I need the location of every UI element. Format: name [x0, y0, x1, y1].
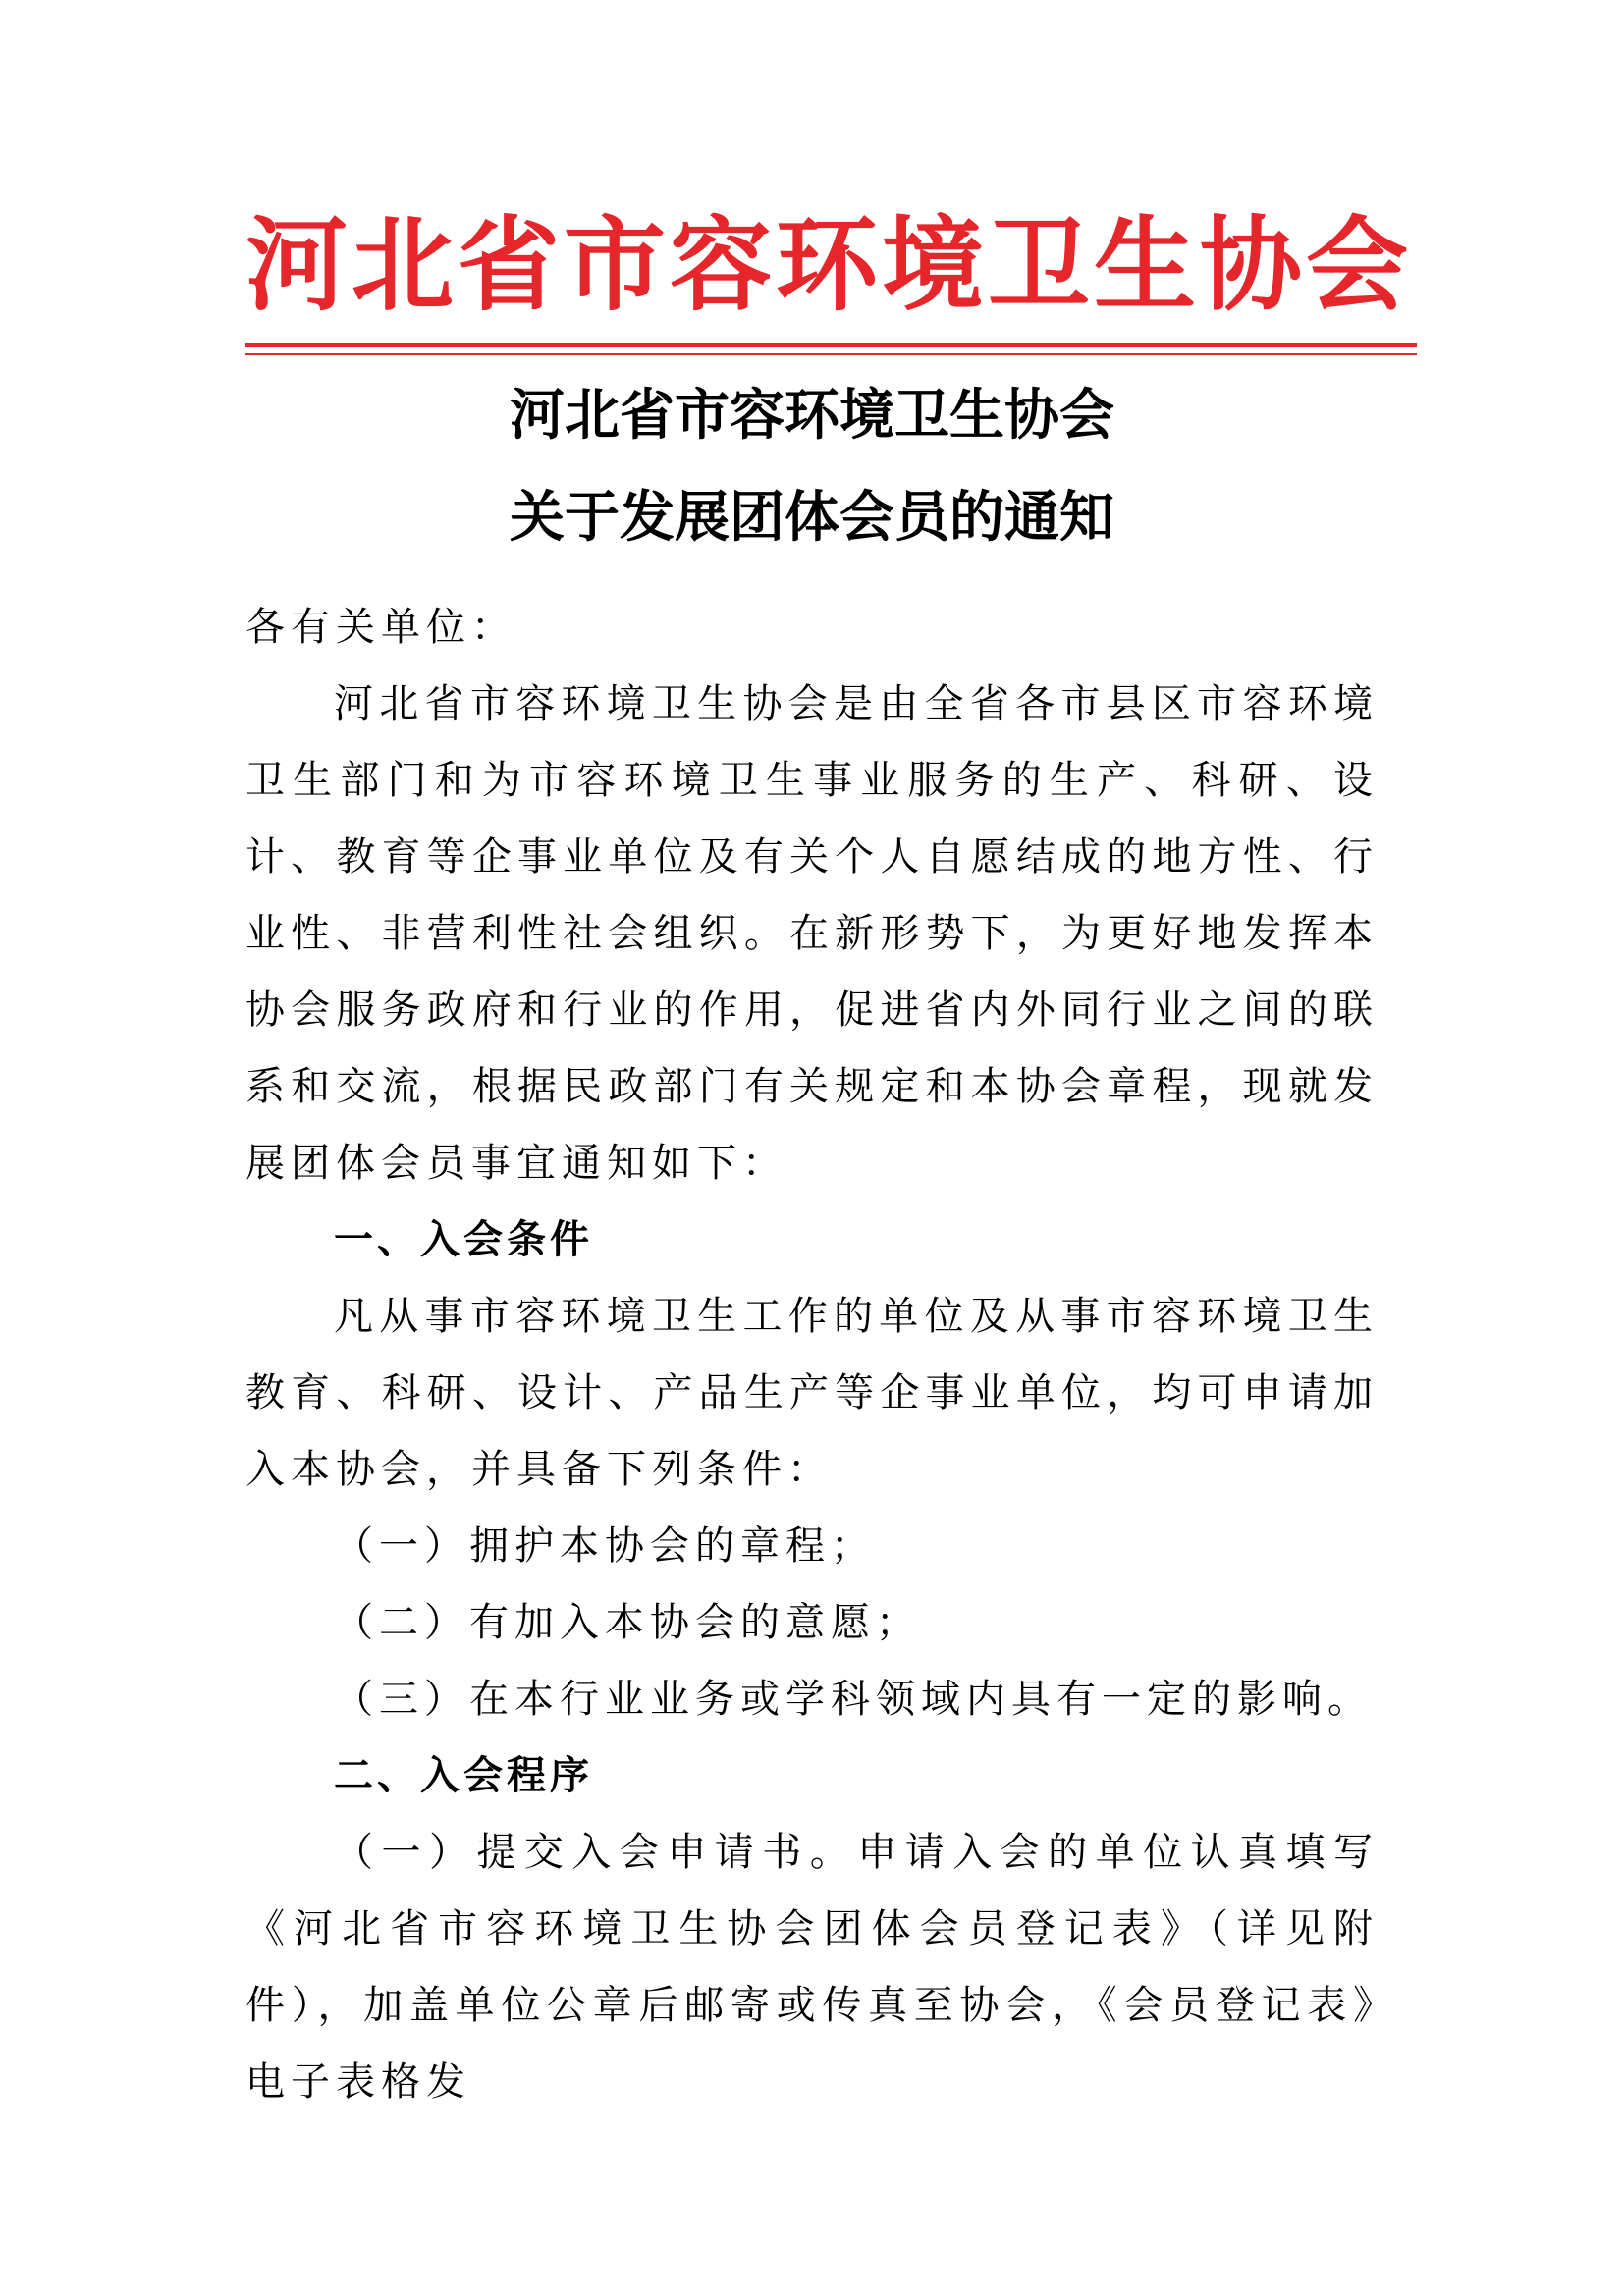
- condition-item: （三）在本行业业务或学科领域内具有一定的影响。: [334, 1677, 1373, 1722]
- document-title-line1: 河北省市容环境卫生协会: [510, 383, 1114, 448]
- masthead-org-name: 河北省市容环境卫生协会: [245, 204, 1413, 325]
- section1-heading: 一、入会条件: [334, 1216, 593, 1262]
- section1-paragraph: 凡从事市容环境卫生工作的单位及从事市容环境卫生教育、科研、设计、产品生产等企事业单位，均可申请加入本协会，并具备下列条件：: [245, 1294, 1379, 1492]
- condition-item: （二）有加入本协会的意愿；: [334, 1600, 921, 1645]
- document-title-line2: 关于发展团体会员的通知: [510, 485, 1114, 550]
- masthead-rule-thin: [245, 353, 1417, 355]
- salutation: 各有关单位：: [245, 605, 516, 650]
- condition-item: （一）拥护本协会的章程；: [334, 1523, 876, 1569]
- section2-step1-paragraph: （一）提交入会申请书。申请入会的单位认真填写《河北省市容环境卫生协会团体会员登记表》（详见附件），加盖单位公章后邮寄或传真至协会，《会员登记表》电子表格发: [245, 1830, 1379, 2105]
- document-body: [245, 589, 1379, 2120]
- section2-heading: 二、入会程序: [334, 1752, 593, 1798]
- intro-paragraph: 河北省市容环境卫生协会是由全省各市县区市容环境卫生部门和为市容环境卫生事业服务的生产、科研、设计、教育等企事业单位及有关个人自愿结成的地方性、行业性、非营利性社会组织。在新形势下，为更好地发挥本协会服务政府和行业的作用，促进省内外同行业之间的联系和交流，根据民政部门有关规定和本协会章程，现就发展团体会员事宜通知如下：: [245, 681, 1379, 1186]
- masthead-rule-thick: [245, 343, 1417, 347]
